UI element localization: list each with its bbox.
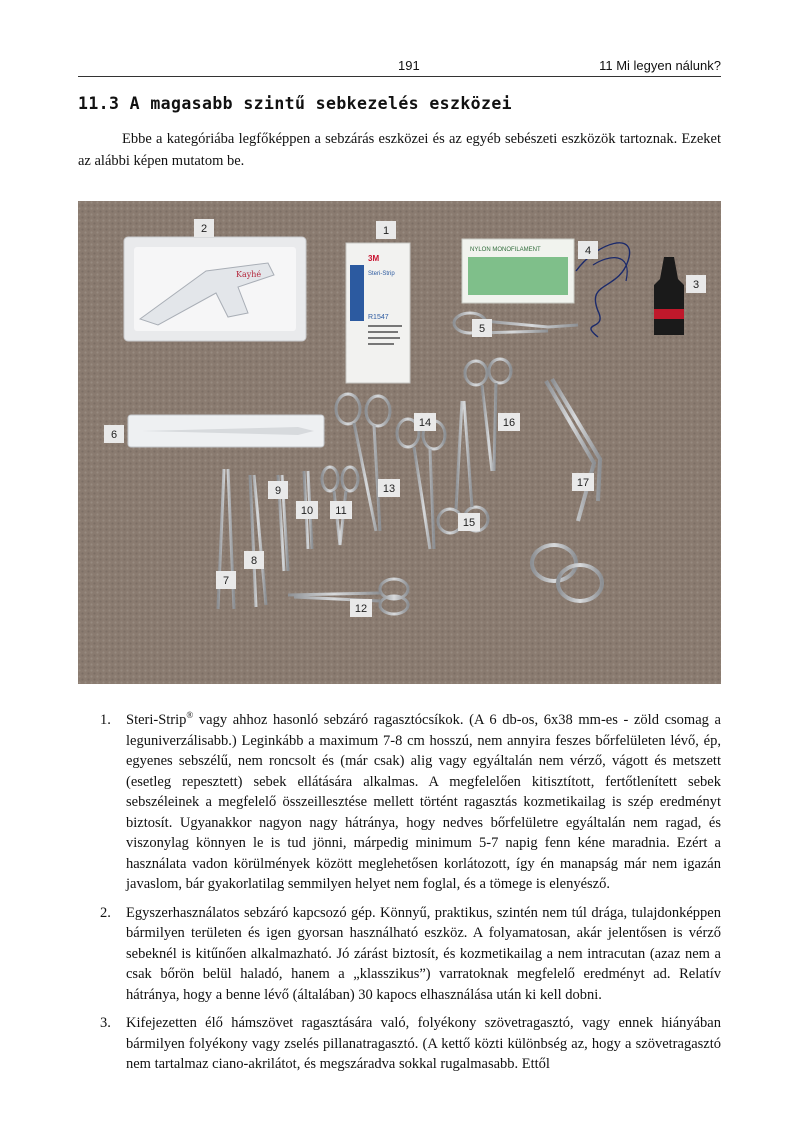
svg-text:9: 9 — [274, 485, 282, 497]
steri-brand-label: 3M — [368, 254, 380, 263]
number-label-14 — [414, 413, 436, 431]
number-label-1 — [376, 221, 396, 239]
svg-text:6: 6 — [110, 429, 118, 441]
svg-text:8: 8 — [250, 555, 258, 567]
svg-text:3: 3 — [692, 279, 700, 291]
list-item-number: 2. — [100, 904, 111, 921]
number-label-12 — [350, 599, 372, 617]
skin-stapler — [124, 237, 306, 341]
number-label-6 — [104, 425, 124, 443]
number-label-13 — [378, 479, 400, 497]
svg-text:4: 4 — [584, 245, 592, 257]
steri-name-label: Steri-Strip — [368, 271, 395, 277]
number-label-4 — [578, 241, 598, 259]
number-label-9 — [268, 481, 288, 499]
list-item-number: 1. — [100, 712, 111, 728]
product-name: Steri-Strip — [126, 712, 187, 728]
registered-mark: ® — [186, 710, 194, 721]
number-label-3 — [686, 275, 706, 293]
number-label-10 — [296, 501, 318, 519]
number-label-5 — [472, 319, 492, 337]
svg-text:7: 7 — [222, 575, 230, 587]
number-label-15 — [458, 513, 480, 531]
list-item — [78, 710, 721, 895]
list-item — [78, 1013, 721, 1075]
list-item-text: vagy ahhoz hasonló sebzáró ragasztócsíkok. (A 6 db-os, 6x38 mm-es - zöld csomag a leguniverzálisabb.) Leginkább a maximum 7-8 cm hosszú, nem annyira feszes bőrfelületen lévő, ép, egyenes sebszélű, nem roncsolt és (már csak) alig vagy egyáltalán nem vérző, vágott és metszett (esetleg repesztett) sebek ellátására alkalmas. A megfelelően kitisztított, fertőtlenített sebek sebszéleinek a megfelelő összeillesztése mellett történt ragasztás kozmetikailag is szép eredményt biztosít. Ugyanakkor nagyon nagy hátránya, hogy nedves bőrfelületre egyáltalán nem ragad, és viszonylag könnyen le is tud jönni, márpedig minimum 5-7 napig fenn kéne maradnia. Ezért a használata vadon körülmények között meglehetősen korlátozott, így én manapság már nem igazán javaslom, bár gyakorlatilag semmilyen helyet nem foglal, és a tömege is elenyésző. — [126, 712, 721, 892]
svg-text:12: 12 — [354, 603, 368, 615]
list-item-text: Egyszerhasználatos sebzáró kapcsozó gép. Könnyű, praktikus, szintén nem túl drága, tulajdonképpen bármilyen területen és igen gyorsan használható eszköz. A folyamatosan, akár jelentősen is vérző sebeknél is kitűnően alkalmazható. Jó zárást biztosít, és kozmetikailag a nem intracutan (azaz nem a csak bőrön belül haladó, hanem a „klasszikus”) varratoknak megfelelő eredményt ad. Relatív hátránya, hogy a benne lévő (általában) 30 kapocs elhasználása után ki kell dobni. — [126, 904, 721, 1003]
stapler-brand-label: Kayhé — [236, 270, 262, 279]
svg-text:5: 5 — [478, 323, 486, 335]
section-title: 11.3 A magasabb szintű sebkezelés eszközei — [78, 94, 513, 113]
suture-pack-label: NYLON MONOFILAMENT — [470, 247, 541, 253]
list-item — [78, 903, 721, 1006]
number-label-11 — [330, 501, 352, 519]
svg-text:16: 16 — [502, 417, 516, 429]
list-item-number: 3. — [100, 1015, 111, 1031]
svg-text:11: 11 — [335, 505, 347, 517]
svg-text:13: 13 — [382, 483, 396, 495]
svg-text:17: 17 — [576, 477, 590, 489]
surgical-tools-photo — [78, 201, 721, 684]
steri-code-label: R1547 — [368, 314, 389, 321]
intro-paragraph: Ebbe a kategóriába legfőképpen a sebzárás eszközei és az egyéb sebészeti eszközök tartoznak. Ezeket az alábbi képen mutatom be. — [78, 131, 721, 169]
svg-text:10: 10 — [300, 505, 314, 517]
running-header — [78, 56, 721, 77]
svg-text:1: 1 — [382, 225, 390, 237]
instrument-list — [78, 710, 721, 1083]
page-number: 191 — [398, 58, 420, 73]
steri-strip-pack — [346, 243, 410, 383]
number-label-8 — [244, 551, 264, 569]
number-label-16 — [498, 413, 520, 431]
list-item-text: Kifejezetten élő hámszövet ragasztására való, folyékony szövetragasztó, vagy ennek hiányában bármilyen folyékony vagy zselés pillanatragasztó. (A kettő közti különbség az, hogy a szövetragasztó nem tartalmaz ciano-akrilátot, és megszáradva sokkal rugalmasabb. Ettől — [126, 1015, 721, 1072]
number-label-7 — [216, 571, 236, 589]
chapter-title: 11 Mi legyen nálunk? — [599, 58, 721, 73]
svg-text:14: 14 — [418, 417, 432, 429]
svg-text:2: 2 — [200, 223, 208, 235]
number-label-2 — [194, 219, 214, 237]
svg-text:15: 15 — [462, 517, 476, 529]
scalpel-package — [128, 415, 324, 447]
number-label-17 — [572, 473, 594, 491]
